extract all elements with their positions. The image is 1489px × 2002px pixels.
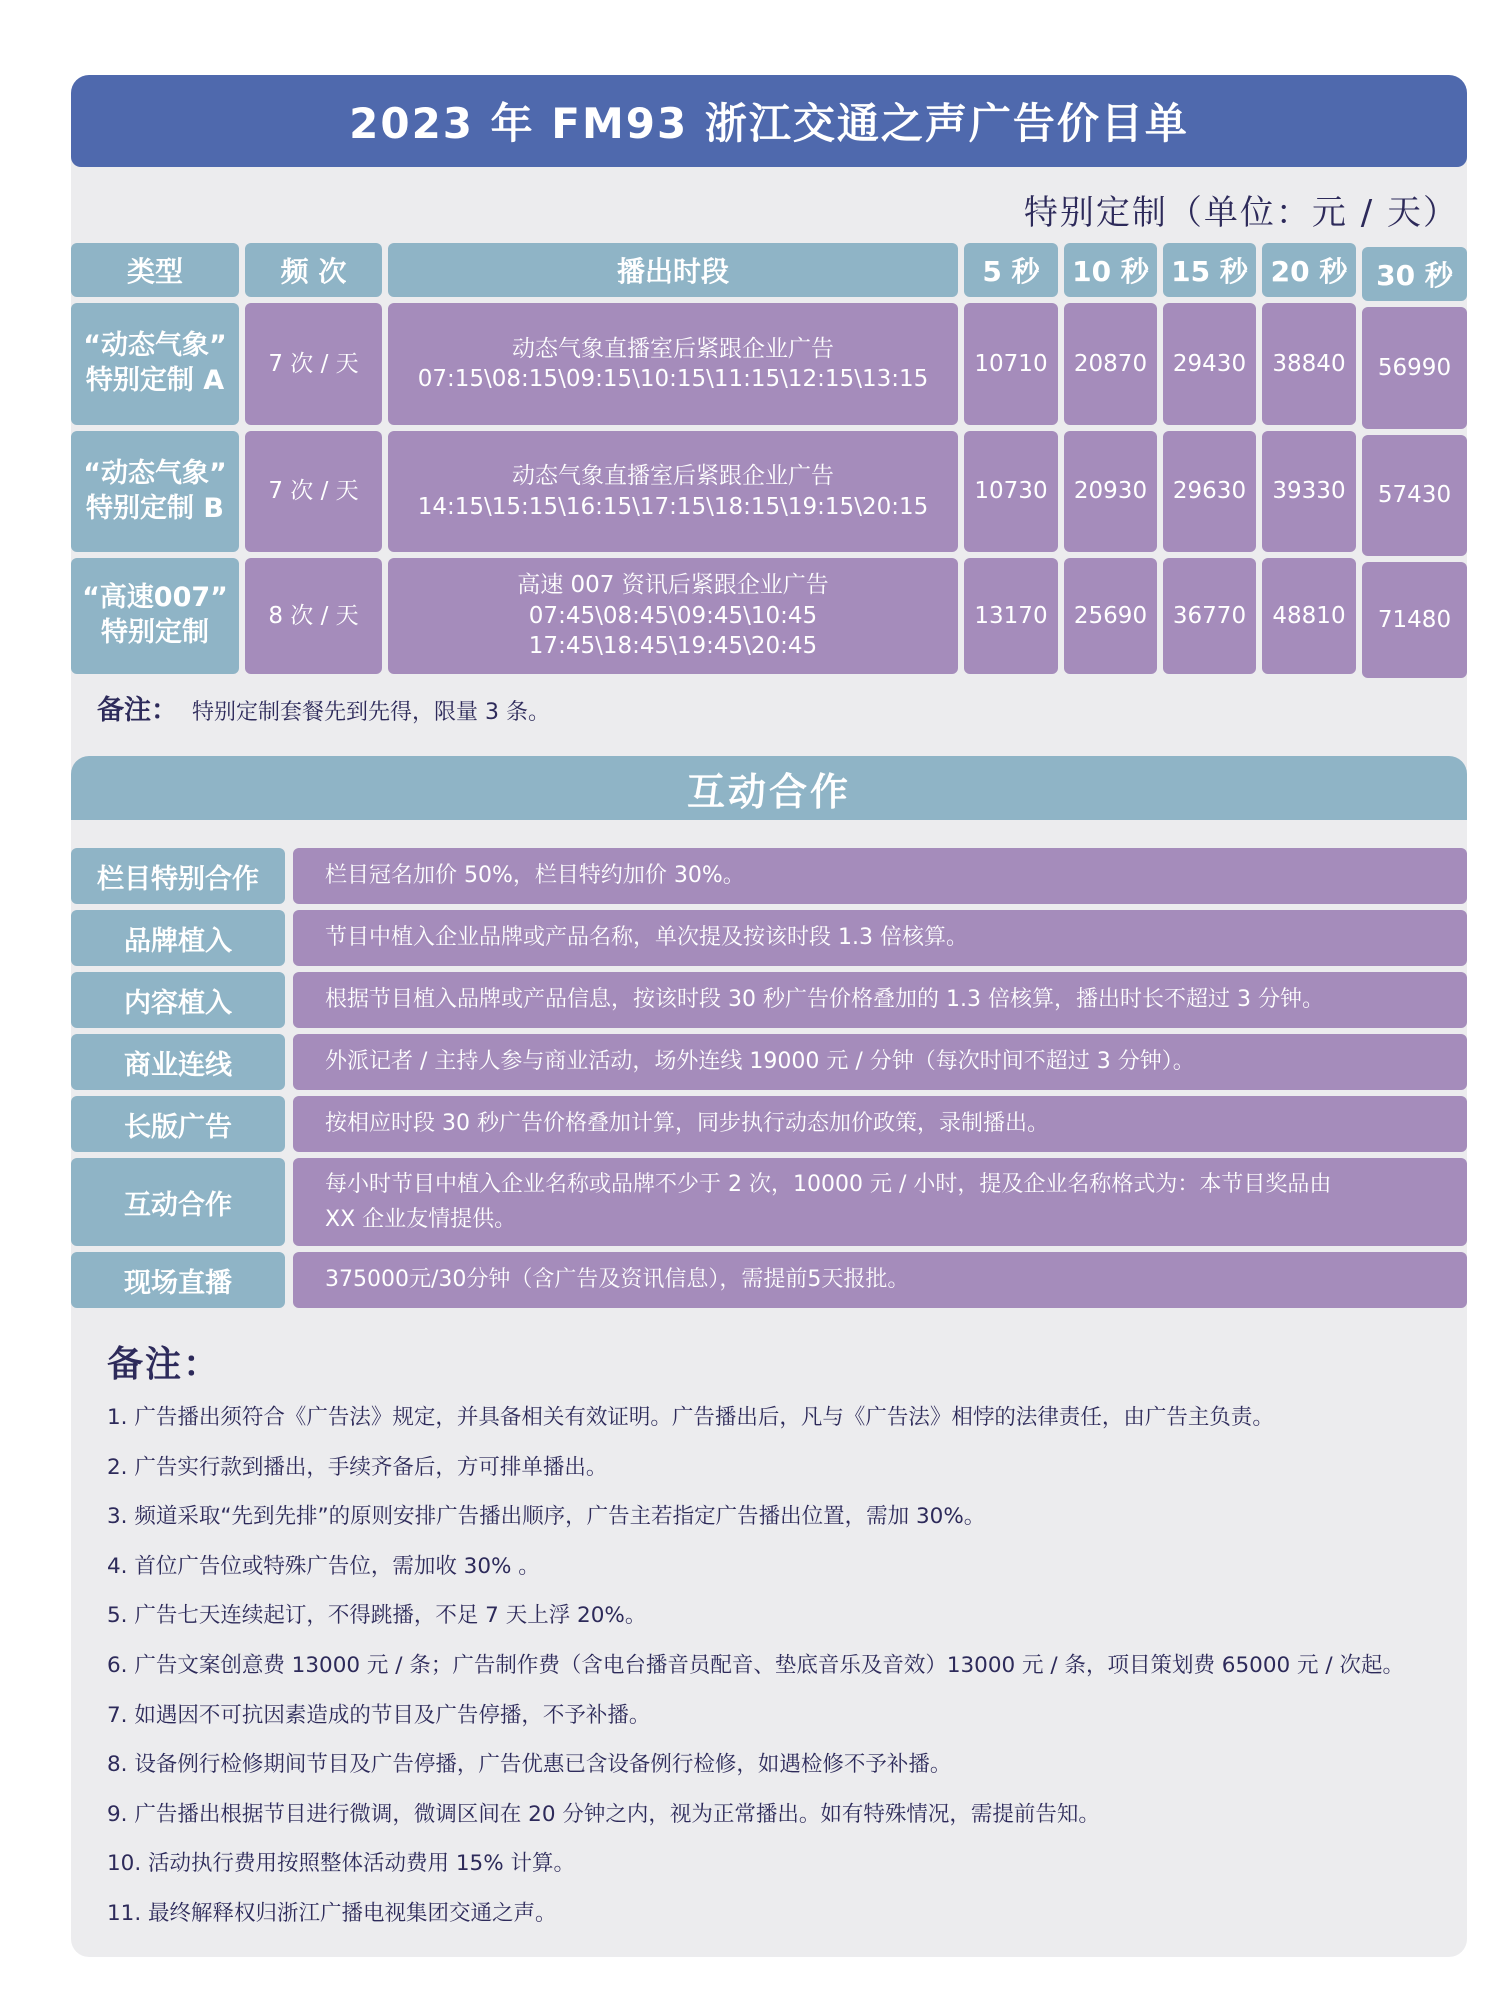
coop-desc: 节目中植入企业品牌或产品名称，单次提及按该时段 1.3 倍核算。 (293, 910, 1467, 966)
coop-desc: 每小时节目中植入企业名称或品牌不少于 2 次，10000 元 / 小时，提及企业名称格式为：本节目奖品由 XX 企业友情提供。 (293, 1158, 1467, 1246)
price-cell: 10730 (964, 431, 1058, 552)
remark-item: 8. 设备例行检修期间节目及广告停播，广告优惠已含设备例行检修，如遇检修不予补播。 (107, 1752, 952, 1778)
schedule-cell (388, 431, 958, 552)
remark-item: 1. 广告播出须符合《广告法》规定，并具备相关有效证明。广告播出后，凡与《广告法》相悖的法律责任，由广告主负责。 (107, 1405, 1274, 1430)
type-line: 特别定制 B (86, 492, 224, 524)
header-frequency: 频 次 (245, 243, 382, 297)
coop-label: 长版广告 (71, 1096, 285, 1152)
price-cell: 36770 (1163, 558, 1256, 674)
page-title: 2023 年 FM93 浙江交通之声广告价目单 (71, 75, 1467, 167)
header-type: 类型 (71, 243, 239, 297)
price-cell: 48810 (1262, 558, 1356, 674)
note-label: 备注： (97, 695, 178, 726)
header-15s: 15 秒 (1163, 243, 1256, 297)
type-line: “高速007” (82, 582, 228, 614)
coop-label: 内容植入 (71, 972, 285, 1028)
frequency-cell: 8 次 / 天 (245, 558, 382, 674)
coop-desc: 栏目冠名加价 50%，栏目特约加价 30%。 (293, 848, 1467, 904)
price-cell: 10710 (964, 303, 1058, 425)
type-line: 特别定制 A (85, 365, 225, 396)
remark-item: 4. 首位广告位或特殊广告位，需加收 30% 。 (107, 1553, 540, 1579)
header-5s: 5 秒 (964, 243, 1058, 297)
schedule-line: 17:45\18:45\19:45\20:45 (528, 633, 818, 660)
type-cell (71, 303, 239, 425)
type-line: 特别定制 (101, 617, 209, 648)
remark-item: 10. 活动执行费用按照整体活动费用 15% 计算。 (107, 1851, 575, 1877)
price-cell: 20870 (1064, 303, 1157, 425)
coop-label: 商业连线 (71, 1034, 285, 1090)
schedule-line: 动态气象直播室后紧跟企业广告 (512, 463, 834, 490)
header-schedule: 播出时段 (388, 243, 958, 297)
schedule-cell (388, 558, 958, 674)
schedule-line: 动态气象直播室后紧跟企业广告 (512, 335, 834, 362)
frequency-cell: 7 次 / 天 (245, 431, 382, 552)
price-cell: 25690 (1064, 558, 1157, 674)
price-cell: 20930 (1064, 431, 1157, 552)
price-cell: 57430 (1362, 435, 1467, 556)
header-30s: 30 秒 (1362, 247, 1467, 301)
remark-item: 5. 广告七天连续起订，不得跳播，不足 7 天上浮 20%。 (107, 1603, 647, 1629)
remark-item: 2. 广告实行款到播出，手续齐备后，方可排单播出。 (107, 1454, 608, 1480)
coop-desc: 按相应时段 30 秒广告价格叠加计算，同步执行动态加价政策，录制播出。 (293, 1096, 1467, 1152)
note-text: 特别定制套餐先到先得，限量 3 条。 (192, 700, 550, 725)
frequency-cell: 7 次 / 天 (245, 303, 382, 425)
type-cell (71, 431, 239, 552)
price-cell: 38840 (1262, 303, 1356, 425)
price-cell: 29630 (1163, 431, 1256, 552)
header-20s: 20 秒 (1262, 243, 1356, 297)
schedule-line: 14:15\15:15\16:15\17:15\18:15\19:15\20:15 (417, 493, 929, 520)
schedule-line: 高速 007 资讯后紧跟企业广告 (517, 572, 829, 599)
schedule-cell (388, 303, 958, 425)
remark-item: 11. 最终解释权归浙江广播电视集团交通之声。 (107, 1900, 557, 1926)
coop-label: 品牌植入 (71, 910, 285, 966)
remarks-title: 备注： (107, 1344, 222, 1385)
coop-label: 现场直播 (71, 1252, 285, 1308)
remark-item: 3. 频道采取“先到先排”的原则安排广告播出顺序，广告主若指定广告播出位置，需加 30%。 (107, 1504, 986, 1530)
type-line: “动态气象” (83, 457, 227, 489)
schedule-line: 07:45\08:45\09:45\10:45 (528, 602, 818, 629)
coop-desc: 外派记者 / 主持人参与商业活动，场外连线 19000 元 / 分钟（每次时间不超过 3 分钟）。 (293, 1034, 1467, 1090)
unit-label: 特别定制（单位：元 / 天） (1023, 193, 1459, 233)
remark-item: 6. 广告文案创意费 13000 元 / 条；广告制作费（含电台播音员配音、垫底音乐及音效）13000 元 / 条，项目策划费 65000 元 / 次起。 (107, 1652, 1404, 1678)
section-title: 互动合作 (71, 756, 1467, 820)
type-cell (71, 558, 239, 674)
header-10s: 10 秒 (1064, 243, 1157, 297)
coop-desc: 根据节目植入品牌或产品信息，按该时段 30 秒广告价格叠加的 1.3 倍核算，播出时长不超过 3 分钟。 (293, 972, 1467, 1028)
price-cell: 13170 (964, 558, 1058, 674)
coop-label: 互动合作 (71, 1158, 285, 1246)
price-cell: 29430 (1163, 303, 1256, 425)
remarks-list (107, 1398, 1447, 1944)
table-note (97, 688, 550, 727)
coop-desc: 375000元/30分钟（含广告及资讯信息），需提前5天报批。 (293, 1252, 1467, 1308)
schedule-line: 07:15\08:15\09:15\10:15\11:15\12:15\13:15 (417, 366, 929, 392)
price-cell: 56990 (1362, 307, 1467, 429)
coop-label: 栏目特别合作 (71, 848, 285, 904)
price-cell: 71480 (1362, 562, 1467, 678)
remark-item: 9. 广告播出根据节目进行微调，微调区间在 20 分钟之内，视为正常播出。如有特殊情况，需提前告知。 (107, 1801, 1100, 1827)
remark-item: 7. 如遇因不可抗因素造成的节目及广告停播，不予补播。 (107, 1702, 651, 1728)
type-line: “动态气象” (83, 330, 227, 362)
price-cell: 39330 (1262, 431, 1356, 552)
